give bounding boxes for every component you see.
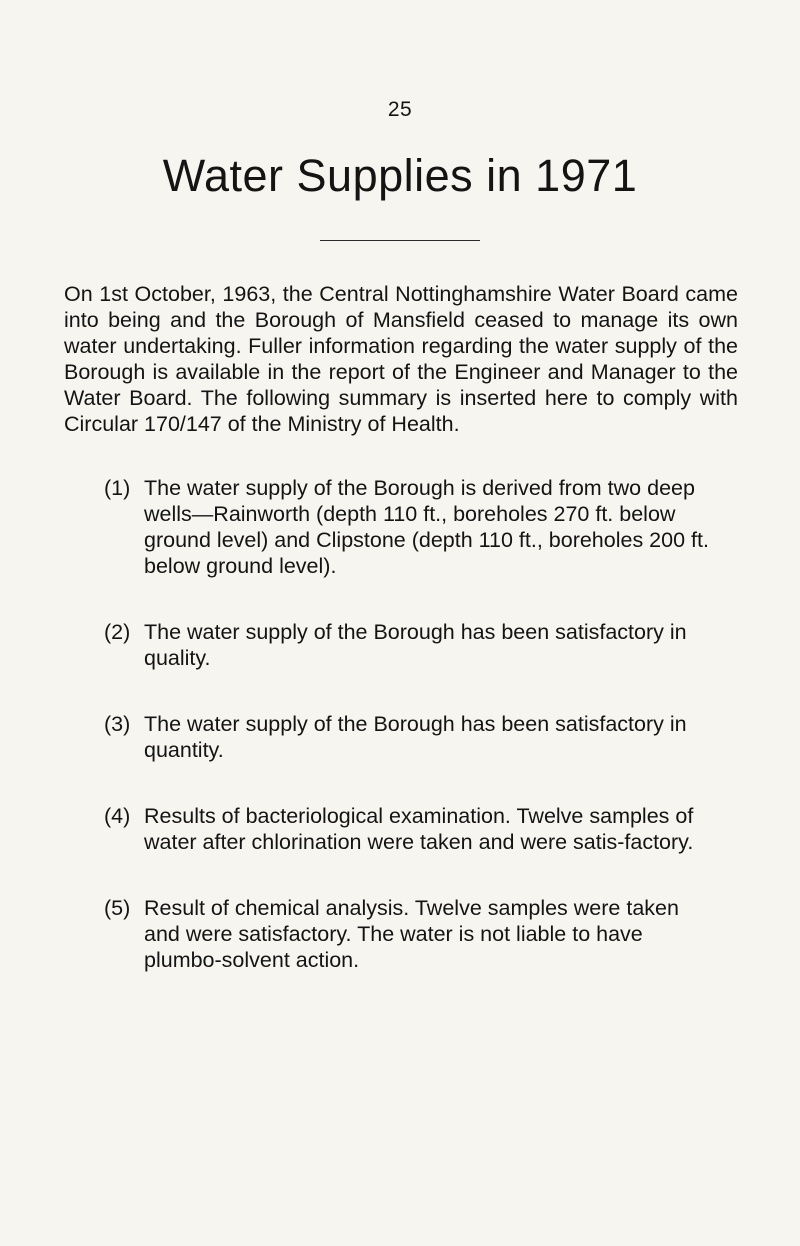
list-item <box>104 895 744 973</box>
list-item-text: Results of bacteriological examination. Twelve samples of water after chlorination were taken and were satis-factory. <box>144 804 694 854</box>
title-divider <box>320 240 480 241</box>
intro-paragraph: On 1st October, 1963, the Central Nottinghamshire Water Board came into being and the Borough of Mansfield ceased to manage its own water undertaking. Fuller information regarding the water supply of the Borough is available in the report of the Engineer and Manager to the Water Board. The following summary is inserted here to comply with Circular 170/147 of the Ministry of Health. <box>64 282 738 436</box>
list-item <box>104 475 744 579</box>
list-item <box>104 619 744 671</box>
list-item-number: (1) <box>104 476 131 500</box>
list-item-text: Result of chemical analysis. Twelve samples were taken and were satisfactory. The water is not liable to have plumbo-solvent action. <box>144 896 679 972</box>
list-item-text: The water supply of the Borough is derived from two deep wells—Rainworth (depth 110 ft., boreholes 270 ft. below ground level) and Clipstone (depth 110 ft., boreholes 200 ft. below ground level). <box>144 476 709 578</box>
list-item <box>104 803 744 855</box>
summary-list <box>104 475 744 1013</box>
list-item-number: (3) <box>104 712 131 736</box>
list-item <box>104 711 744 763</box>
list-item-number: (5) <box>104 896 131 920</box>
page-title: Water Supplies in 1971 <box>162 150 638 201</box>
list-item-number: (4) <box>104 804 131 828</box>
list-item-number: (2) <box>104 620 131 644</box>
list-item-text: The water supply of the Borough has been satisfactory in quality. <box>144 620 687 670</box>
page-number: 25 <box>387 98 413 121</box>
list-item-text: The water supply of the Borough has been satisfactory in quantity. <box>144 712 687 762</box>
